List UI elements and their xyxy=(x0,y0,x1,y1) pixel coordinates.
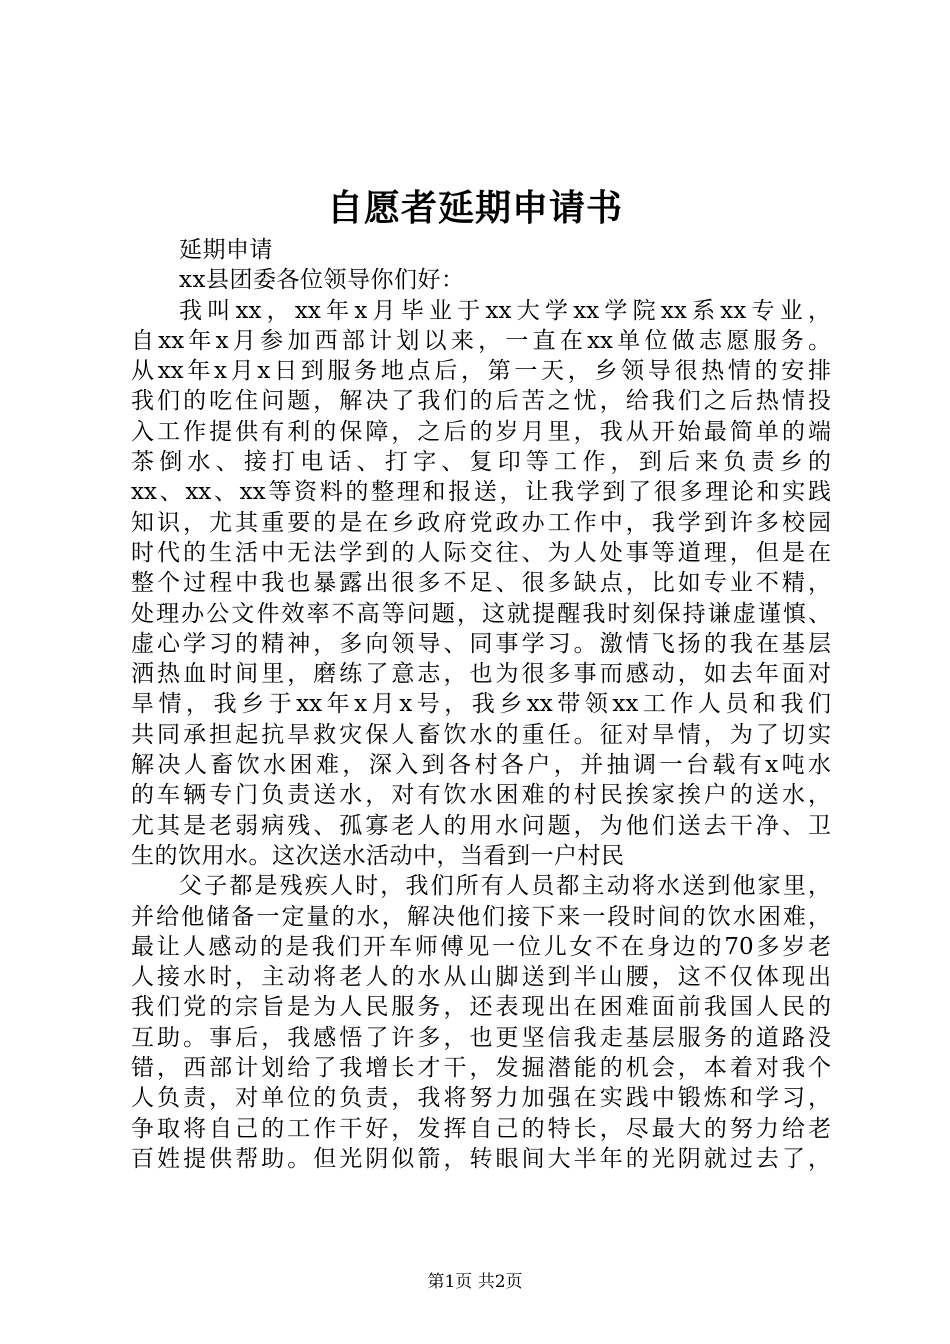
paragraph-line: 时代的生活中无法学到的人际交往、为人处事等道理，但是在 xyxy=(131,539,831,566)
paragraph-line: 从xx年x月x日到服务地点后，第一天，乡领导很热情的安排 xyxy=(131,358,831,385)
paragraph-line: 并给他储备一定量的水，解决他们接下来一段时间的饮水困难， xyxy=(131,903,831,930)
paragraph-line: 延期申请 xyxy=(179,237,273,263)
document-body xyxy=(131,235,831,1174)
paragraph-line: 生的饮用水。这次送水活动中，当看到一户村民 xyxy=(131,842,625,869)
paragraph-line: 我们党的宗旨是为人民服务，还表现出在困难面前我国人民的 xyxy=(131,994,831,1021)
paragraph-line: 洒热血时间里，磨练了意志，也为很多事而感动，如去年面对 xyxy=(131,661,831,688)
paragraph-line: 虚心学习的精神，多向领导、同事学习。激情飞扬的我在基层 xyxy=(131,630,831,657)
paragraph-line: 百姓提供帮助。但光阴似箭，转眼间大半年的光阴就过去了， xyxy=(131,1145,831,1172)
page-number: 第1页 共2页 xyxy=(427,1272,523,1292)
paragraph-line: 错，西部计划给了我增长才干，发掘潜能的机会，本着对我个 xyxy=(131,1055,831,1082)
paragraph-line: 自xx年x月参加西部计划以来，一直在xx单位做志愿服务。 xyxy=(131,327,831,354)
paragraph-line: 解决人畜饮水困难，深入到各村各户，并抽调一台载有x吨水 xyxy=(131,752,831,779)
paragraph-line: 人负责，对单位的负责，我将努力加强在实践中锻炼和学习， xyxy=(131,1085,831,1112)
paragraph-line: 尤其是老弱病残、孤寡老人的用水问题，为他们送去干净、卫 xyxy=(131,812,831,839)
document-title: 自愿者延期申请书 xyxy=(326,187,623,229)
paragraph-line: 争取将自己的工作干好，发挥自己的特长，尽最大的努力给老 xyxy=(131,1115,831,1142)
paragraph-line: 处理办公文件效率不高等问题，这就提醒我时刻保持谦虚谨慎、 xyxy=(131,600,831,627)
paragraph-line: 整个过程中我也暴露出很多不足、很多缺点，比如专业不精， xyxy=(131,570,831,597)
paragraph-line: 共同承担起抗旱救灾保人畜饮水的重任。征对旱情，为了切实 xyxy=(131,721,831,748)
paragraph-line: 旱情，我乡于xx年x月x号，我乡xx带领xx工作人员和我们 xyxy=(131,691,831,718)
paragraph-line: 入工作提供有利的保障，之后的岁月里，我从开始最简单的端 xyxy=(131,418,831,445)
paragraph-line: 父子都是残疾人时，我们所有人员都主动将水送到他家里， xyxy=(179,873,831,900)
paragraph-line: 我们的吃住问题，解决了我们的后苦之忧，给我们之后热情投 xyxy=(131,388,831,415)
paragraph-line: 人接水时，主动将老人的水从山脚送到半山腰，这不仅体现出 xyxy=(131,964,831,991)
paragraph-line: xx、xx、xx等资料的整理和报送，让我学到了很多理论和实践 xyxy=(131,479,831,506)
paragraph-line: 知识，尤其重要的是在乡政府党政办工作中，我学到许多校园 xyxy=(131,509,831,536)
paragraph-line: xx县团委各位领导你们好： xyxy=(179,267,465,294)
paragraph-line: 最让人感动的是我们开车师傅见一位儿女不在身边的70多岁老 xyxy=(131,933,831,960)
paragraph-line: 互助。事后，我感悟了许多，也更坚信我走基层服务的道路没 xyxy=(131,1024,831,1051)
paragraph-line: 我叫xx，xx年x月毕业于xx大学xx学院xx系xx专业， xyxy=(179,297,831,324)
paragraph-line: 的车辆专门负责送水，对有饮水困难的村民挨家挨户的送水， xyxy=(131,782,831,809)
paragraph-line: 茶倒水、接打电话、打字、复印等工作，到后来负责乡的 xyxy=(131,449,831,476)
